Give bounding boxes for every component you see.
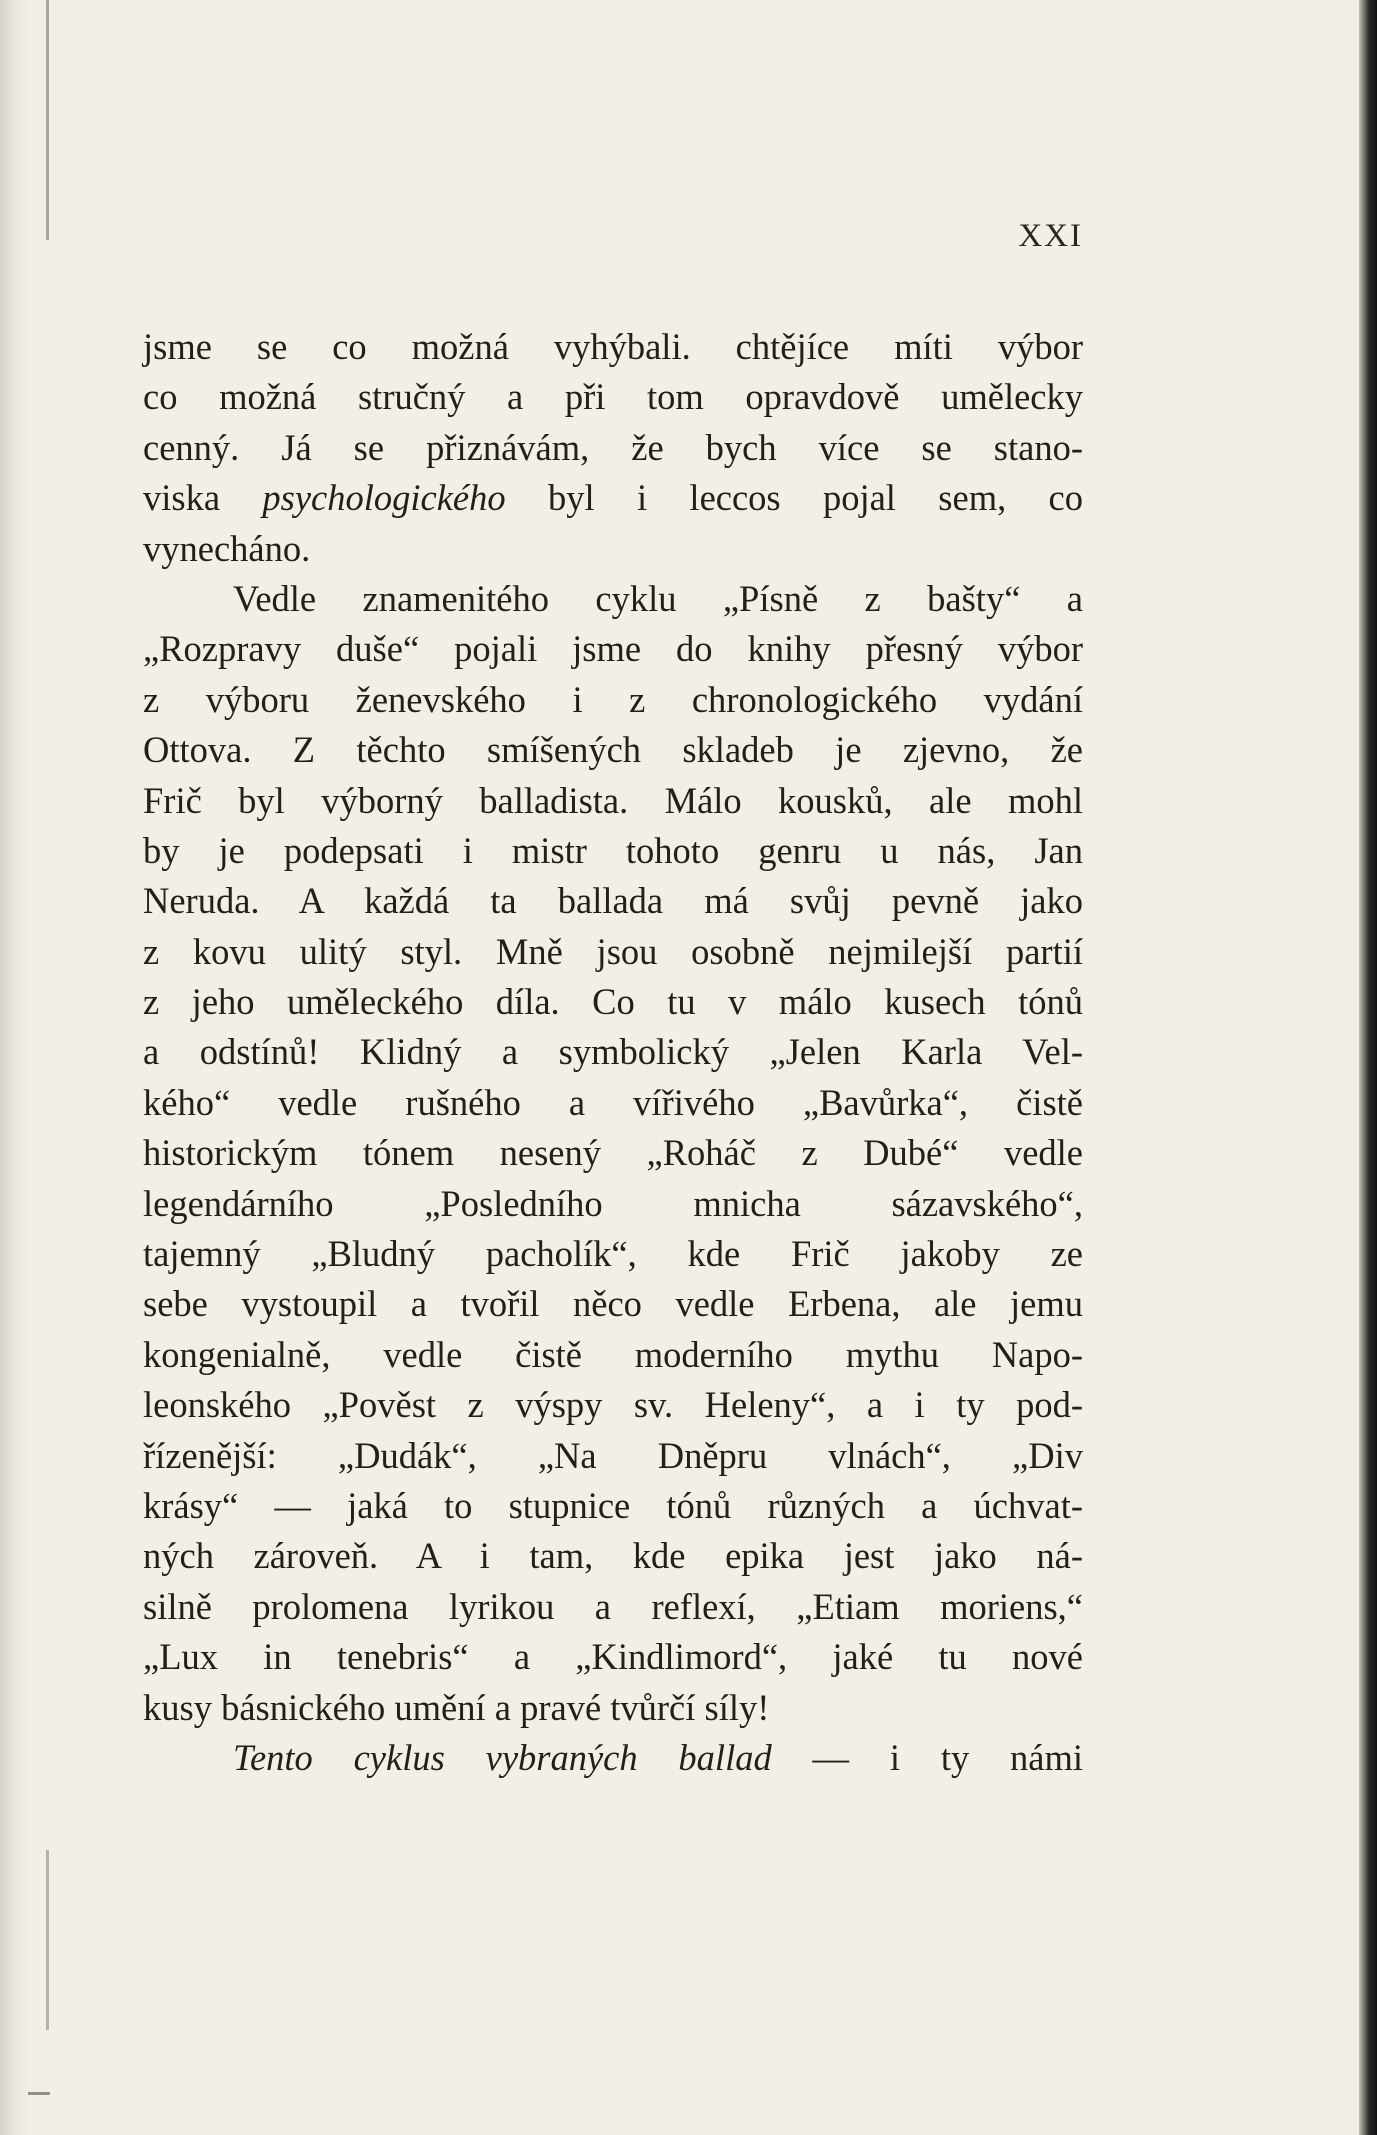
text-line: tajemný „Bludný pacholík“, kde Frič jakoby ze bbox=[143, 1233, 1083, 1275]
text-line: vynecháno. bbox=[143, 527, 311, 569]
text-line: cenný. Já se přiznávám, že bych více se stano- bbox=[143, 426, 1083, 468]
text-line: jsme se co možná vyhýbali. chtějíce míti výbor bbox=[143, 326, 1083, 367]
paragraph-first-line bbox=[143, 1733, 1083, 1783]
text-line: Ottova. Z těchto smíšených skladeb je zjevno, že bbox=[143, 729, 1083, 771]
text-run: — i ty námi bbox=[771, 1736, 1084, 1778]
text-line: z kovu ulitý styl. Mně jsou osobně nejmilejší partií bbox=[143, 930, 1083, 972]
page-gutter-shadow bbox=[0, 0, 30, 2135]
text-line: kého“ vedle rušného a vířivého „Bavůrka“, čistě bbox=[143, 1081, 1083, 1123]
text-line: z jeho uměleckého díla. Co tu v málo kusech tónů bbox=[143, 981, 1083, 1023]
text-line: ných zároveň. A i tam, kde epika jest jako ná- bbox=[143, 1535, 1083, 1577]
italic-term: psychologického bbox=[262, 477, 506, 519]
text-line: by je podepsati i mistr tohoto genru u nás, Jan bbox=[143, 829, 1083, 871]
text-line: Neruda. A každá ta ballada má svůj pevně jako bbox=[143, 880, 1083, 922]
text-line: „Lux in tenebris“ a „Kindlimord“, jaké tu nové bbox=[143, 1636, 1083, 1678]
text-line: leonského „Pověst z výspy sv. Heleny“, a i ty pod- bbox=[143, 1384, 1083, 1426]
text-line: a odstínů! Klidný a symbolický „Jelen Karla Vel- bbox=[143, 1031, 1083, 1073]
text-line bbox=[143, 473, 1083, 523]
page-header bbox=[147, 218, 1083, 268]
text-line: sebe vystoupil a tvořil něco vedle Erbena, ale jemu bbox=[143, 1283, 1083, 1325]
italic-title: Tento cyklus vybraných ballad bbox=[233, 1736, 772, 1778]
scan-edge-shadow bbox=[1359, 0, 1377, 2135]
paragraph-first-line: Vedle znamenitého cyklu „Písně z bašty“ a bbox=[233, 577, 1083, 619]
text-line: kusy básnického umění a pravé tvůrčí síly! bbox=[143, 1686, 770, 1728]
text-run: byl i leccos pojal sem, co bbox=[505, 477, 1083, 519]
text-line: silně prolomena lyrikou a reflexí, „Etiam moriens,“ bbox=[143, 1585, 1083, 1627]
text-line: historickým tónem nesený „Roháč z Dubé“ vedle bbox=[143, 1132, 1083, 1174]
page-edge-mark bbox=[46, 0, 49, 240]
text-line: krásy“ — jaká to stupnice tónů různých a úchvat- bbox=[143, 1484, 1083, 1526]
page-number: XXI bbox=[1018, 218, 1083, 254]
text-line: řízenější: „Dudák“, „Na Dněpru vlnách“, „Div bbox=[143, 1434, 1083, 1476]
text-line: Frič byl výborný balladista. Málo kousků, ale mohl bbox=[143, 779, 1083, 821]
text-run: viska bbox=[143, 477, 263, 519]
page-edge-mark-lower bbox=[46, 1850, 49, 2030]
text-line: z výboru ženevského i z chronologického vydání bbox=[143, 678, 1083, 720]
page-edge-tick bbox=[28, 2092, 50, 2095]
body-text bbox=[143, 322, 1083, 1783]
text-line: kongenialně, vedle čistě moderního mythu Napo- bbox=[143, 1333, 1083, 1375]
text-line: co možná stručný a při tom opravdově umělecky bbox=[143, 376, 1083, 418]
text-line: legendárního „Posledního mnicha sázavského“, bbox=[143, 1182, 1083, 1224]
text-line: „Rozpravy duše“ pojali jsme do knihy přesný výbor bbox=[143, 628, 1083, 670]
